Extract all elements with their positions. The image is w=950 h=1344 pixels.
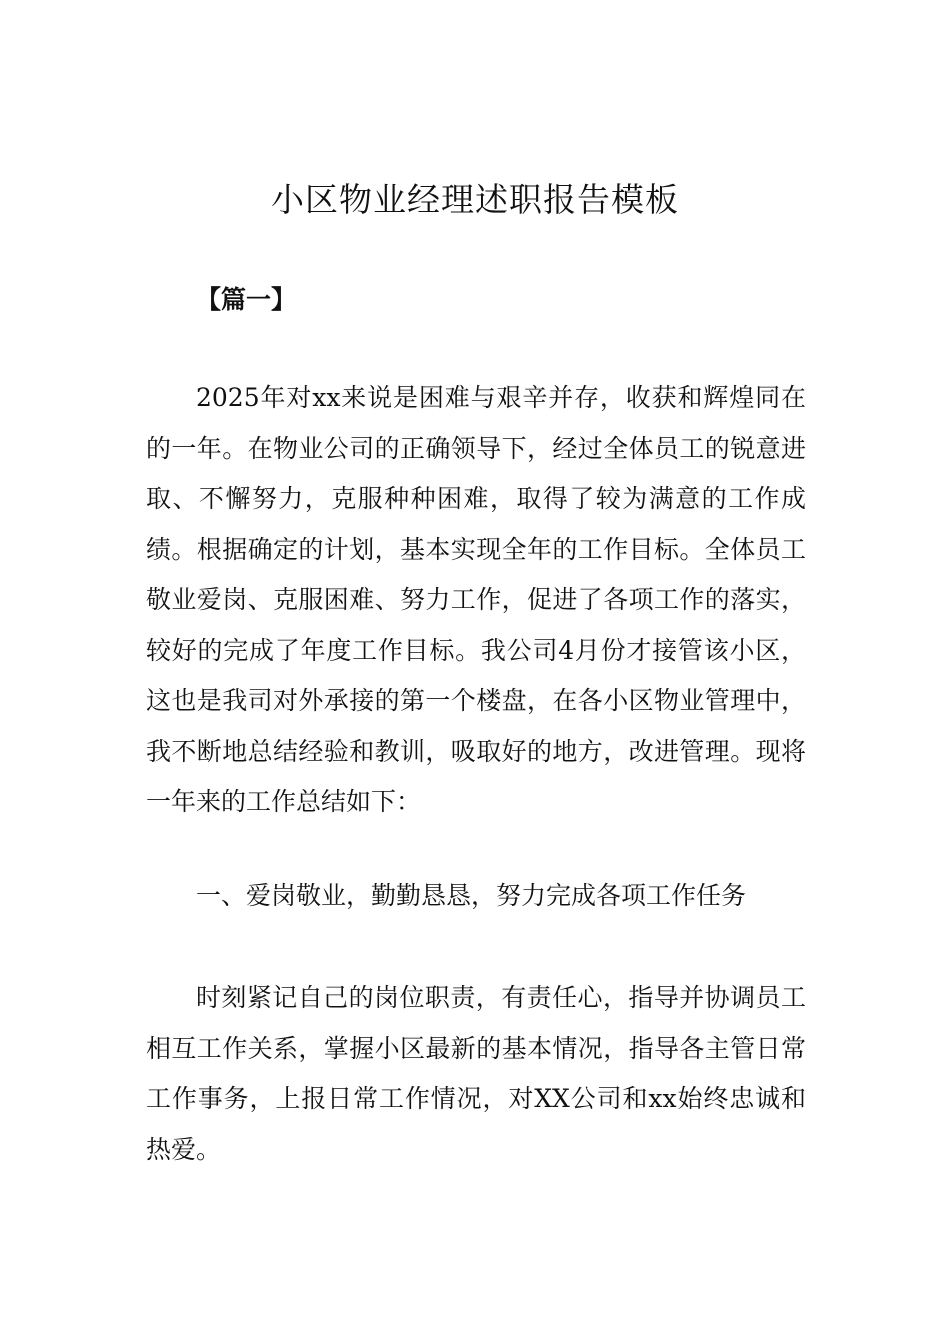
body-paragraph-1: 2025年对xx来说是困难与艰辛并存，收获和辉煌同在的一年。在物业公司的正确领导下，经过全体员工的锐意进取、不懈努力，克服种种困难，取得了较为满意的工作成绩。根据确定的计划，基本实现全年的工作目标。全体员工敬业爱岗、克服困难、努力工作，促进了各项工作的落实，较好的完成了年度工作目标。我公司4月份才接管该小区，这也是我司对外承接的第一个楼盘，在各小区物业管理中，我不断地总结经验和教训，吸取好的地方，改进管理。现将一年来的工作总结如下： <box>146 383 806 816</box>
section-heading-1: 一、爱岗敬业，勤勤恳恳，努力完成各项工作任务 <box>196 881 747 910</box>
body-paragraph-2: 时刻紧记自己的岗位职责，有责任心，指导并协调员工相互工作关系，掌握小区最新的基本情况，指导各主管日常工作事务，上报日常工作情况，对XX公司和xx始终忠诚和热爱。 <box>146 983 806 1164</box>
document-title: 小区物业经理述职报告模板 <box>271 180 679 219</box>
section-label: 【篇一】 <box>196 285 297 314</box>
